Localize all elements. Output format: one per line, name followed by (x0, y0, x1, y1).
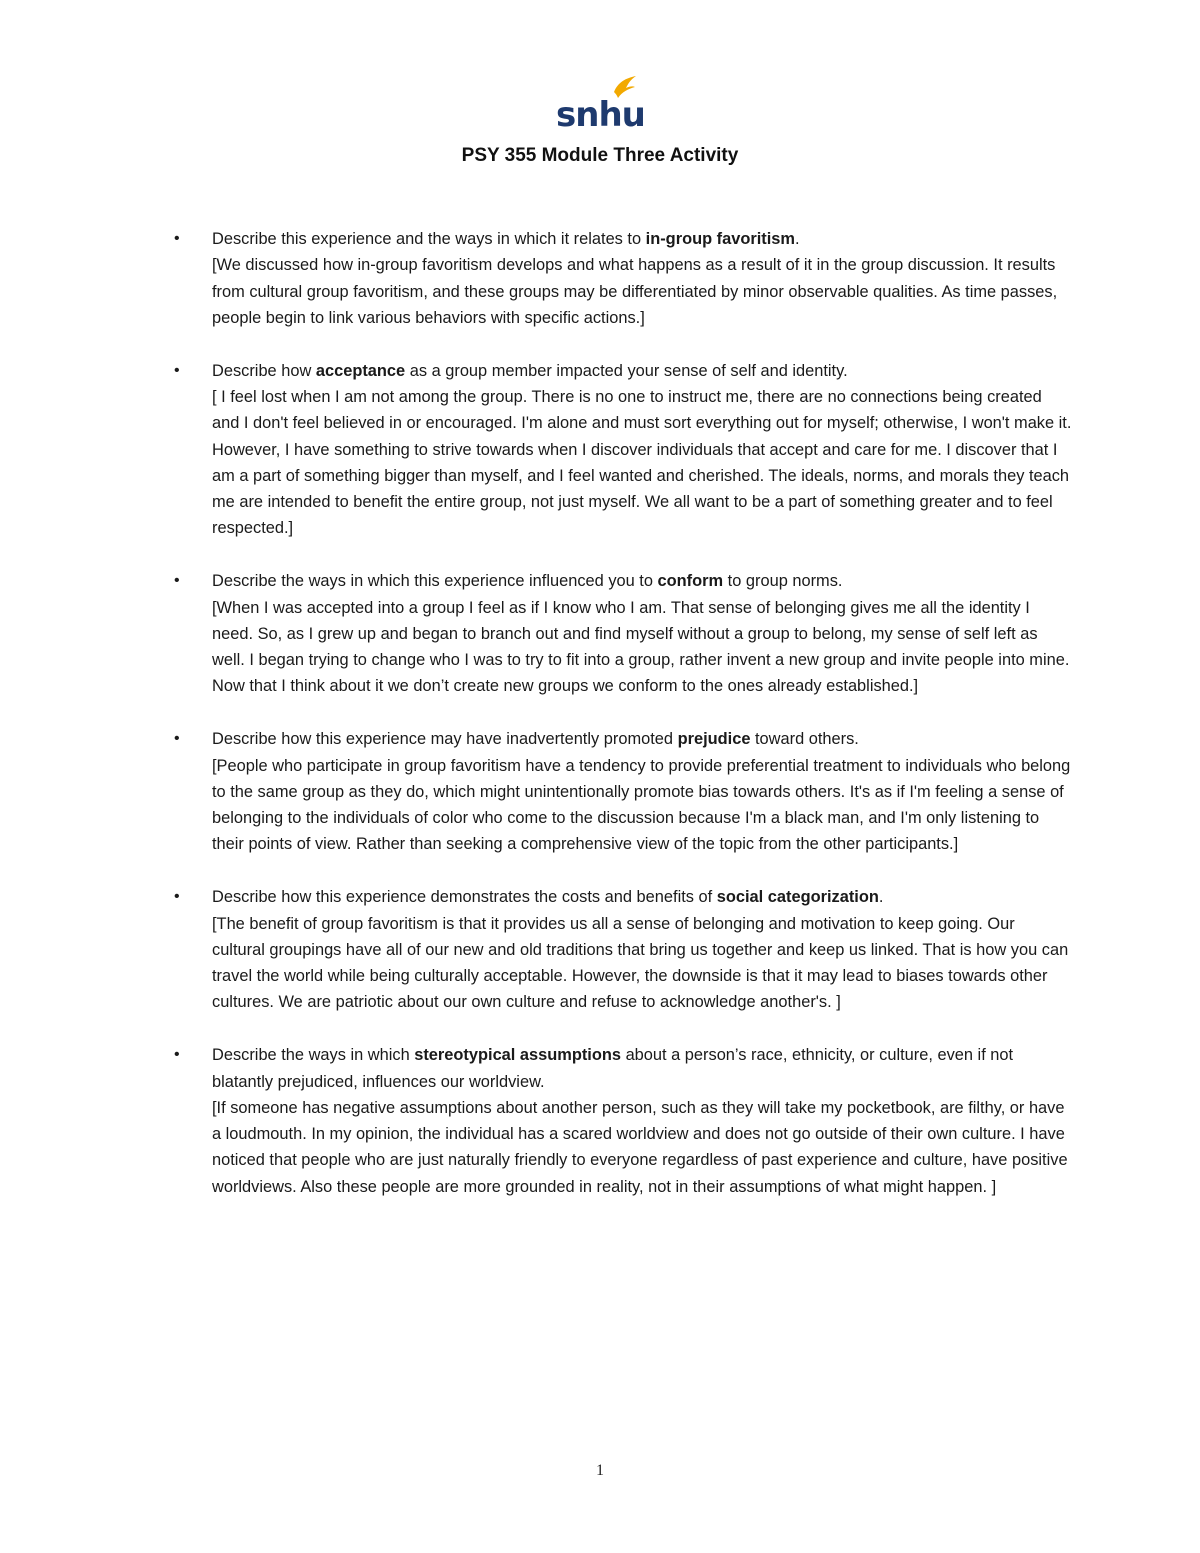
list-item (174, 1042, 1072, 1200)
question-prompt: Describe how this experience demonstrates the costs and benefits of social categorization. (212, 888, 884, 907)
bullet-icon: • (174, 230, 180, 247)
question-prompt: Describe this experience and the ways in which it relates to in-group favoritism. (212, 230, 800, 248)
bullet-icon: • (174, 730, 180, 748)
page-number: 1 (596, 1462, 604, 1479)
answer-text: [The benefit of group favoritism is that it provides us all a sense of belonging and motivation to keep going. Our cultural groupings have all of our new and old traditions that bring us together and keep us linked. That is how you can travel the world while being culturally acceptable. However, the downside is that it may lead to biases towards other cultures. We are patriotic about our own culture and refuse to acknowledge another's. ] (212, 914, 1069, 1012)
bullet-icon: • (174, 888, 180, 906)
list-item (174, 726, 1072, 857)
bullet-icon: • (174, 572, 180, 590)
logo-text: snhu (556, 95, 645, 135)
bullet-icon: • (174, 1046, 180, 1064)
list-item (174, 358, 1072, 542)
snhu-logo (556, 74, 645, 135)
question-prompt: Describe the ways in which this experience influenced you to conform to group norms. (212, 572, 843, 591)
page-title: PSY 355 Module Three Activity (461, 145, 739, 166)
answer-text: [We discussed how in-group favoritism develops and what happens as a result of it in the group discussion. It results from cultural group favoritism, and these groups may be differentiated by minor observable qualities. As time passes, people begin to link various behaviors with specific actions.] (212, 256, 1058, 327)
answer-text: [People who participate in group favoritism have a tendency to provide preferential treatment to individuals who belong to the same group as they do, which might unintentionally promote bias towards others. It's as if I'm feeling a sense of belonging to the individuals of color who come to the discussion because I'm a black man, and I'm only listening to their points of view. Rather than seeking a comprehensive view of the topic from the other participants.] (212, 756, 1071, 854)
bullet-icon: • (174, 361, 180, 379)
question-prompt: Describe the ways in which stereotypical assumptions about a person’s race, ethnicity, or culture, even if not blatantly prejudiced, influences our worldview. (212, 1046, 1014, 1091)
question-prompt: Describe how this experience may have inadvertently promoted prejudice toward others. (212, 730, 859, 749)
answer-text: [When I was accepted into a group I feel as if I know who I am. That sense of belonging gives me all the identity I need. So, as I grew up and began to branch out and find myself without a group to belong, my sense of self left as well. I began trying to change who I was to try to fit into a group, rather invent a new group and invite people into mine. Now that I think about it we don’t create new groups we conform to the ones already established.] (212, 598, 1070, 696)
question-prompt: Describe how acceptance as a group member impacted your sense of self and identity. (212, 361, 848, 380)
question-list (174, 226, 1072, 1227)
answer-text: [ I feel lost when I am not among the group. There is no one to instruct me, there are no connections being created and I don't feel believed in or encouraged. I'm alone and must sort everything out for myself; otherwise, I won't make it. However, I have something to strive towards when I discover individuals that accept and care for me. I discover that I am a part of something bigger than myself, and I feel wanted and cherished. The ideals, norms, and morals they teach me are intended to benefit the entire group, not just myself. We all want to be a part of something greater and to feel respected.] (212, 387, 1072, 538)
list-item (174, 884, 1072, 1015)
list-item (174, 568, 1072, 699)
list-item (174, 226, 1072, 331)
answer-text: [If someone has negative assumptions about another person, such as they will take my pocketbook, are filthy, or have a loudmouth. In my opinion, the individual has a scared worldview and does not go outside of their own culture. I have noticed that people who are just naturally friendly to everyone regardless of past experience and culture, have positive worldviews. Also these people are more grounded in reality, not in their assumptions of what might happen. ] (212, 1098, 1068, 1196)
